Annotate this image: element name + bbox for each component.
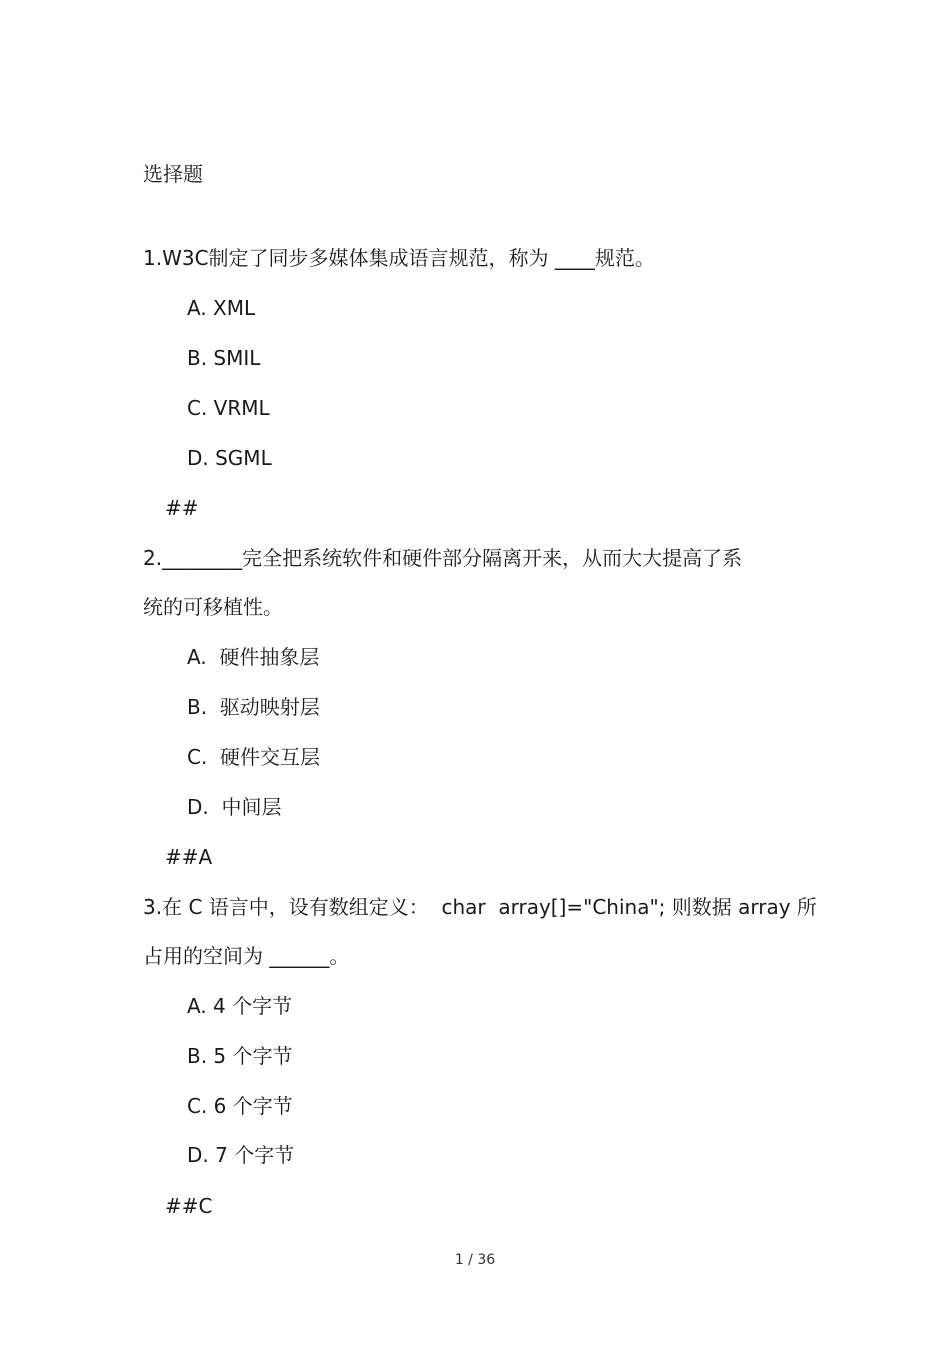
question-1-option-c: C. VRML <box>187 396 270 420</box>
question-2-option-b: B. 驱动映射层 <box>187 695 320 719</box>
question-2-option-d: D. 中间层 <box>187 795 282 819</box>
question-3-answer: ##C <box>165 1194 213 1218</box>
question-2-text-line-1: 2.________完全把系统软件和硬件部分隔离开来，从而大大提高了系 <box>143 546 743 570</box>
question-1-option-a: A. XML <box>187 296 256 320</box>
question-1-answer: ## <box>165 496 199 520</box>
question-3-text-line-1: 3.在 C 语言中，设有数组定义： char array[]="China"; 则数据 array 所 <box>143 895 817 919</box>
question-2-option-a: A. 硬件抽象层 <box>187 645 320 669</box>
question-3-option-a: A. 4 个字节 <box>187 994 293 1018</box>
section-title: 选择题 <box>143 162 203 186</box>
question-1-text: 1.W3C制定了同步多媒体集成语言规范，称为 ____规范。 <box>143 246 655 270</box>
question-2-answer: ##A <box>165 845 213 869</box>
question-3-text-line-2: 占用的空间为 ______。 <box>143 944 350 968</box>
question-1-option-d: D. SGML <box>187 446 272 470</box>
question-3-option-c: C. 6 个字节 <box>187 1094 293 1118</box>
question-2-option-c: C. 硬件交互层 <box>187 745 321 769</box>
question-1-option-b: B. SMIL <box>187 346 261 370</box>
question-2-text-line-2: 统的可移植性。 <box>143 595 283 619</box>
question-3-option-d: D. 7 个字节 <box>187 1143 295 1167</box>
question-3-option-b: B. 5 个字节 <box>187 1044 293 1068</box>
page-indicator: 1 / 36 <box>454 1252 496 1268</box>
